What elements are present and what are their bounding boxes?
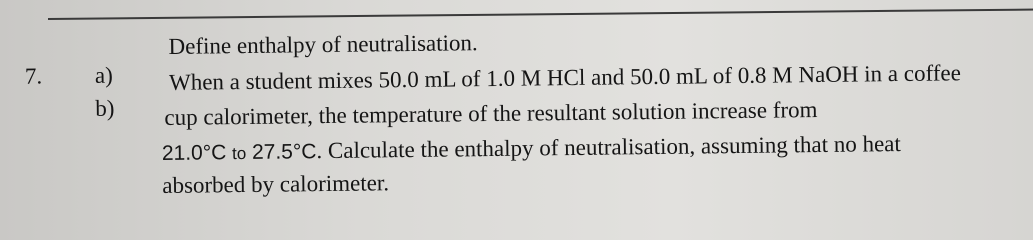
part-b-line-2: cup calorimeter, the temperature of the resultant solution increase from [164,97,818,130]
part-a-text: Define enthalpy of neutralisation. [168,30,478,59]
part-b-label: b) [95,95,115,121]
part-b-line-3-rest: . Calculate the enthalpy of neutralisation, assuming that no heat [316,131,901,164]
to-word: to [231,144,247,164]
part-a-label: a) [94,62,113,88]
question-number: 7. [24,63,43,89]
end-temperature: 27.5°C [251,140,317,164]
part-b-line-4: absorbed by calorimeter. [162,170,390,199]
part-b-line-1: When a student mixes 50.0 mL of 1.0 M HCl and 50.0 mL of 0.8 M NaOH in a coffee [168,60,961,95]
part-b-line-3 [162,131,901,168]
start-temperature: 21.0°C [161,141,227,166]
